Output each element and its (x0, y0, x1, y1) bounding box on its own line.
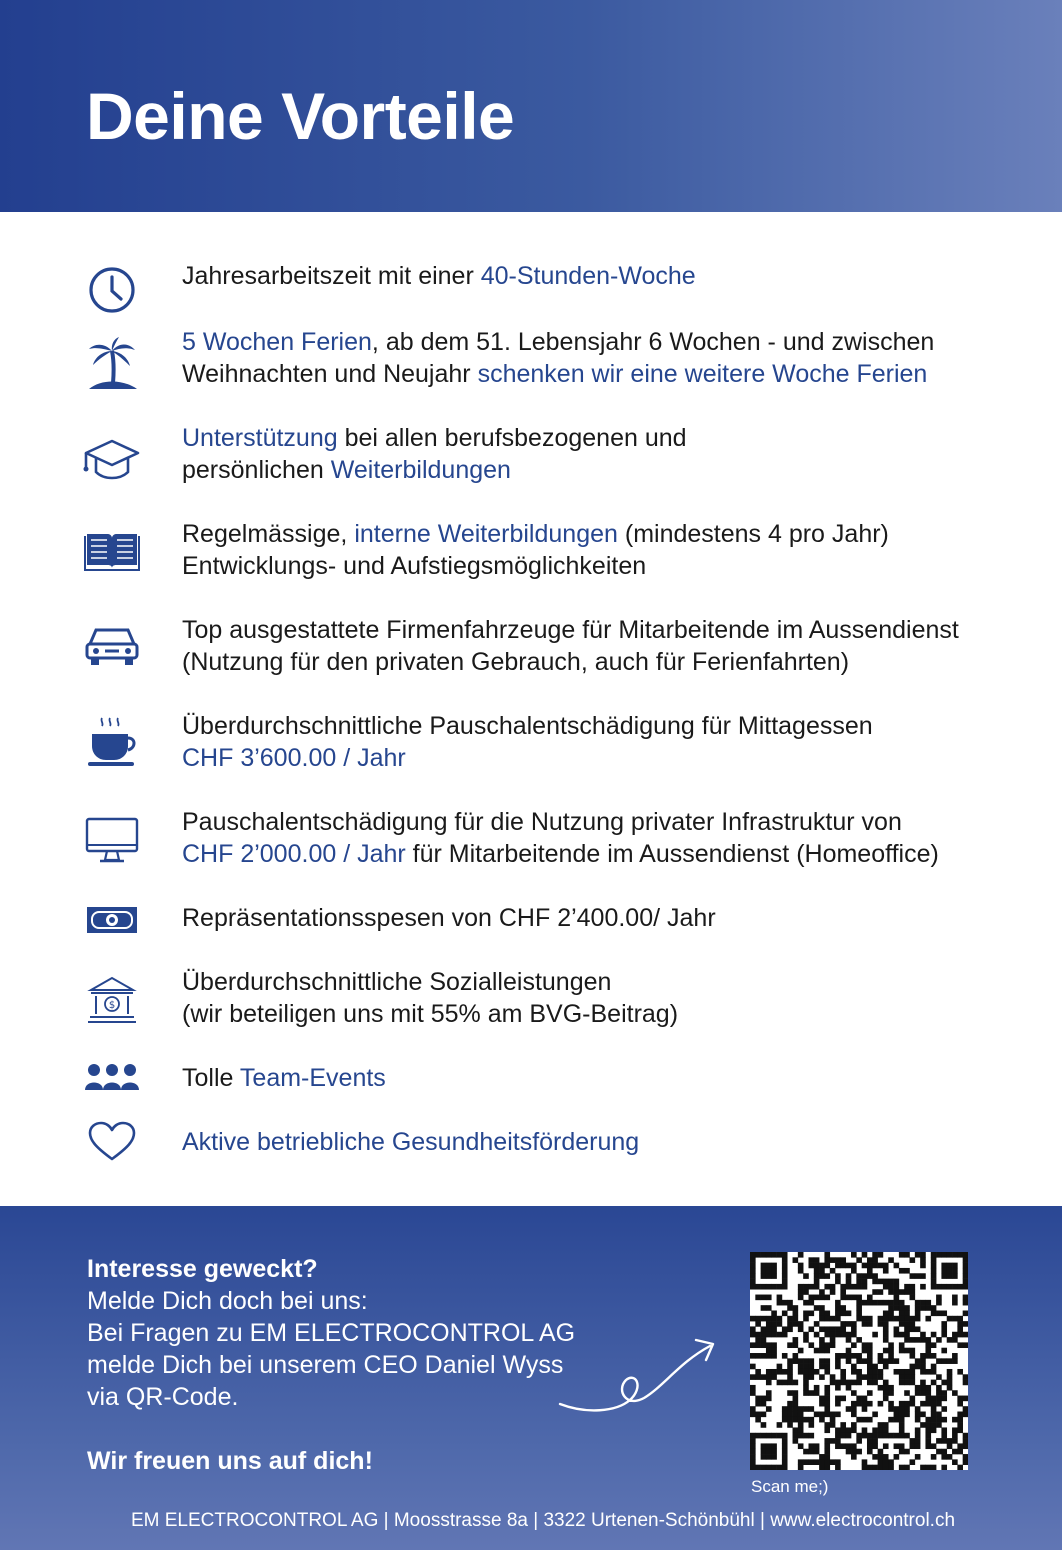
body-text: Top ausgestattete Firmenfahrzeuge für Mitarbeitende im Aussendienst (182, 616, 959, 644)
body-text: Jahresarbeitszeit mit einer (182, 262, 481, 290)
benefit-line (182, 902, 1042, 934)
highlight-text: 5 Wochen Ferien (182, 328, 372, 356)
benefit-text (182, 806, 1042, 870)
contact-line: Bei Fragen zu EM ELECTROCONTROL AG (87, 1319, 576, 1347)
body-text: , ab dem 51. Lebensjahr 6 Wochen - und zwischen (371, 328, 935, 356)
body-text: Weihnachten und Neujahr (182, 360, 478, 388)
contact-block (87, 1253, 607, 1477)
palm-tree-icon (80, 332, 144, 396)
company-address: EM ELECTROCONTROL AG | Moosstrasse 8a | 3322 Urtenen-Schönbühl | www.electrocontrol.ch (130, 1510, 956, 1531)
highlight-text: 40-Stunden-Woche (480, 262, 696, 290)
qr-code[interactable] (750, 1252, 968, 1470)
benefit-line (182, 1062, 1042, 1094)
body-text: (Nutzung für den privaten Gebrauch, auch für Ferienfahrten) (182, 648, 850, 676)
body-text: Überdurchschnittliche Pauschalentschädigung für Mittagessen (182, 712, 873, 740)
benefit-line (182, 518, 1042, 550)
footer-section (0, 1206, 1062, 1550)
contact-line: melde Dich bei unserem CEO Daniel Wyss (87, 1351, 564, 1379)
benefit-text (182, 518, 1042, 582)
highlight-text: interne Weiterbildungen (354, 520, 618, 548)
benefit-line (182, 260, 1042, 292)
coffee-cup-icon (80, 710, 144, 774)
benefit-text (182, 902, 1042, 934)
highlight-text: Team-Events (239, 1064, 386, 1092)
benefit-text (182, 326, 1042, 390)
team-icon (80, 1046, 144, 1110)
contact-line: via QR-Code. (87, 1383, 239, 1411)
body-text: Überdurchschnittliche Sozialleistungen (182, 968, 612, 996)
money-bill-icon (80, 888, 144, 952)
benefit-text (182, 1062, 1042, 1094)
benefit-line (182, 1126, 1042, 1158)
arrow-icon (556, 1332, 726, 1427)
highlight-text: Weiterbildungen (330, 456, 511, 484)
bank-icon (80, 968, 144, 1032)
benefit-line (182, 550, 1042, 582)
benefit-line (182, 838, 1042, 870)
body-text: für Mitarbeitende im Aussendienst (Homeoffice) (405, 840, 939, 868)
benefit-line (182, 326, 1042, 358)
benefit-line (182, 422, 1042, 454)
benefit-text (182, 614, 1042, 678)
contact-line: Melde Dich doch bei uns: (87, 1287, 368, 1315)
page-title: Deine Vorteile (86, 79, 515, 153)
benefit-text (182, 710, 1042, 774)
benefit-line (182, 614, 1042, 646)
monitor-icon (80, 808, 144, 872)
benefit-line (182, 742, 1042, 774)
contact-heading: Interesse geweckt? (87, 1255, 318, 1283)
header-banner (0, 0, 1062, 212)
benefit-text (182, 260, 1042, 292)
highlight-text: Aktive betriebliche Gesundheitsförderung (182, 1128, 640, 1156)
body-text: persönlichen (182, 456, 331, 484)
body-text: Entwicklungs- und Aufstiegsmöglichkeiten (182, 552, 647, 580)
benefit-line (182, 358, 1042, 390)
closing-text: Wir freuen uns auf dich! (87, 1447, 373, 1475)
book-icon (80, 518, 144, 582)
body-text: bei allen berufsbezogenen und (337, 424, 687, 452)
svg-text:$: $ (108, 1000, 116, 1011)
car-icon (80, 614, 144, 678)
body-text: Regelmässige, (182, 520, 355, 548)
highlight-text: schenken wir eine weitere Woche Ferien (477, 360, 928, 388)
clock-icon (80, 258, 144, 322)
benefit-line (182, 454, 1042, 486)
benefits-list (0, 212, 1062, 1206)
benefit-text (182, 966, 1042, 1030)
benefit-line (182, 646, 1042, 678)
body-text: Pauschalentschädigung für die Nutzung privater Infrastruktur von (182, 808, 902, 836)
benefit-line (182, 806, 1042, 838)
body-text: Repräsentationsspesen von CHF 2’400.00/ Jahr (182, 904, 716, 932)
qr-caption: Scan me;) (751, 1477, 829, 1496)
graduation-cap-icon (80, 428, 144, 492)
body-text: (mindestens 4 pro Jahr) (617, 520, 889, 548)
benefit-line (182, 966, 1042, 998)
benefit-line (182, 710, 1042, 742)
benefit-text (182, 1126, 1042, 1158)
body-text: (wir beteiligen uns mit 55% am BVG-Beitrag) (182, 1000, 679, 1028)
highlight-text: Unterstützung (182, 424, 338, 452)
body-text: Tolle (182, 1064, 240, 1092)
highlight-text: CHF 2’000.00 / Jahr (182, 840, 406, 868)
benefit-text (182, 422, 1042, 486)
benefit-line (182, 998, 1042, 1030)
heart-icon (80, 1110, 144, 1174)
highlight-text: CHF 3’600.00 / Jahr (182, 744, 406, 772)
